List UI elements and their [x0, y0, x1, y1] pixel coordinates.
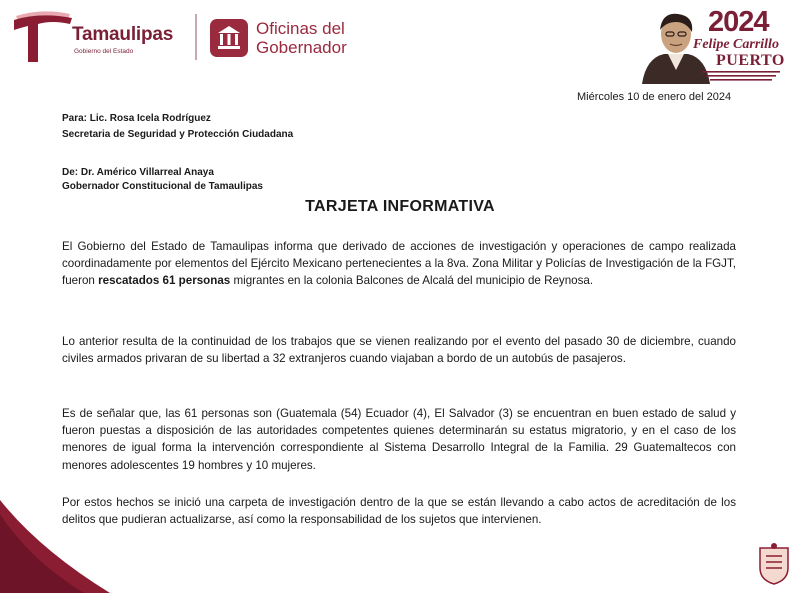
- brand-subtitle: Gobierno del Estado: [74, 48, 134, 55]
- badge-fine-print-decoration: [700, 70, 782, 84]
- sender-name: De: Dr. Américo Villarreal Anaya: [62, 167, 214, 178]
- paragraph-1-end: migrantes en la colonia Balcones de Alcalá del municipio de Reynosa.: [230, 274, 594, 288]
- badge-name: Felipe Carrillo: [693, 37, 779, 52]
- header-divider: [195, 14, 197, 60]
- paragraph-2: Lo anterior resulta de la continuidad de los trabajos que se vienen realizando por el evento del pasado 30 de diciembre, cuando civiles armados privaran de su libertad a 32 extranjeros cuando viajaban a bordo de un autobús de pasajeros.: [62, 335, 736, 366]
- office-title-line2: Gobernador: [256, 38, 347, 57]
- paragraph-1: [62, 238, 736, 290]
- badge-place: PUERTO: [716, 52, 785, 69]
- state-seal-icon: [756, 542, 792, 588]
- paragraph-3: Es de señalar que, las 61 personas son (Guatemala (54) Ecuador (4), El Salvador (3) se encuentran en buen estado de salud y fueron puestas a disposición de las autoridades competentes quienes determinarán su estatus migratorio, y en el caso de los menores de igual forma la intervención correspondiente al Sistema Desarrollo Integral de la Familia. 29 Guatemaltecos con menores adolescentes 19 hombres y 10 mujeres.: [62, 407, 736, 472]
- office-title-line1: Oficinas del: [256, 19, 345, 38]
- tamaulipas-logo-icon: [12, 6, 74, 64]
- government-building-icon: [210, 19, 248, 57]
- recipient-name: Para: Lic. Rosa Icela Rodríguez: [62, 113, 211, 124]
- recipient-role: Secretaria de Seguridad y Protección Ciudadana: [62, 129, 294, 140]
- corner-swoosh-decoration: [0, 470, 110, 593]
- document-title: TARJETA INFORMATIVA: [305, 198, 495, 215]
- paragraph-4: Por estos hechos se inició una carpeta de investigación dentro de la que se están llevando a cabo actos de acreditación de los delitos que pudieran actualizarse, así como la responsabilidad de los sujetos que intervienen.: [62, 496, 736, 527]
- paragraph-1-start: El Gobierno del Estado de Tamaulipas informa que derivado de acciones de investigación y operaciones de campo realizada coordinadamente por elementos del Ejército Mexicano pertenecientes a la 8va. Zona Militar y Policías de Investigación de la FGJT, fueron: [62, 240, 736, 288]
- document-date: Miércoles 10 de enero del 2024: [577, 91, 732, 103]
- sender-role: Gobernador Constitucional de Tamaulipas: [62, 181, 263, 192]
- brand-name: Tamaulipas: [72, 24, 174, 45]
- badge-year: 2024: [708, 6, 769, 38]
- paragraph-1-highlight: rescatados 61 personas: [98, 274, 231, 288]
